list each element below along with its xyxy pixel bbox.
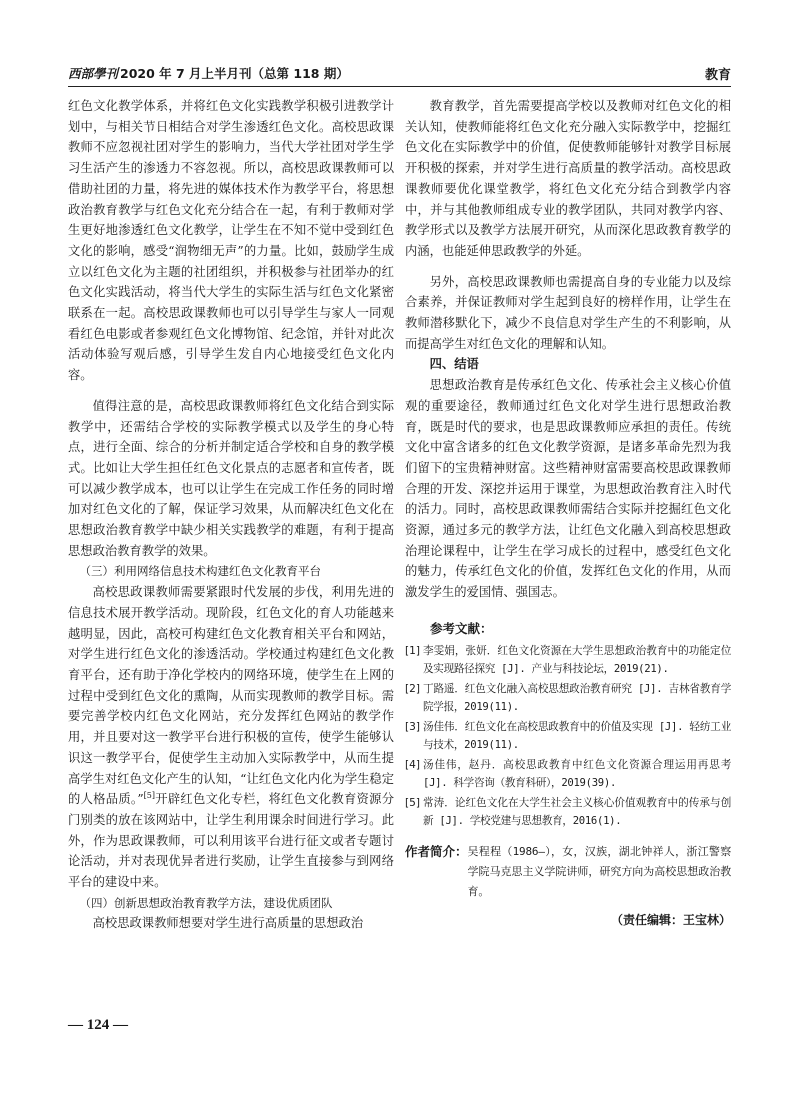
journal-issue-line [68,64,349,82]
reference-number: [1] [405,644,421,657]
paragraph: 教育教学，首先需要提高学校以及教师对红色文化的相关认知，使教师能将红色文化充分融入实际教学中，挖掘红色文化在实际教学中的价值，促使教师能够针对教学目标展开积极的探索，并对学生进行高质量的教学活动。高校思政课教师要优化课堂教学，将红色文化充分结合到教学内容中，并与其他教师组成专业的教学团队，共同对教学内容、教学形式以及教学方法展开研究，从而深化思政教育教学的内涵，也能延伸思政教学的外延。 [405,99,731,258]
issue-info: 2020 年 7 月上半月刊（总第 118 期） [120,66,349,81]
reference-text: 常涛．论红色文化在大学生社会主义核心价值观教育中的传承与创新 [J]. 学校党建与思想教育，2016(1). [423,796,731,827]
reference-item [405,718,731,754]
page-number: — 124 — [68,1017,128,1033]
reference-item [405,794,731,830]
reference-item [405,680,731,716]
subsection-heading: （四）创新思想政治教育教学方法，建设优质团队 [79,895,333,910]
reference-number: [3] [405,720,421,733]
author-bio [405,842,731,902]
responsible-editor: （责任编辑：王宝林） [610,912,731,927]
subsection-heading: （三）利用网络信息技术构建红色文化教育平台 [79,564,321,579]
left-column [68,96,394,1096]
right-column [405,96,731,1056]
reference-text: 汤佳伟．红色文化在高校思政教育中的价值及实现 [J]. 轻纺工业与技术，2019(11). [423,720,731,751]
paragraph-text: 高校思政课教师需要紧跟时代发展的步伐，利用先进的信息技术展开教学活动。现阶段，红色文化的育人功能越来越明显，因此，高校可构建红色文化教育相关平台和网站，对学生进行红色文化的渗透活动。学校通过构建红色文化教育平台，还有助于净化学校内的网络环境，使学生在上网的过程中受到红色文化的熏陶，从而实现教师的教学目标。需要完善学校内红色文化网站，充分发挥红色网站的教学作用，并且要对这一教学平台进行积极的宣传，使学生能够认识这一教学平台，促使学生主动加入实际教学中，从而生提高学生对红色文化产生的认知，“让红色文化内化为学生稳定的人格品质。” [68,585,394,807]
reference-text: 汤佳伟，赵丹．高校思政教育中红色文化资源合理运用再思考 [J]. 科学咨询（教育科研），2019(39). [423,758,731,789]
reference-text: 李雯娟，张妍．红色文化资源在大学生思想政治教育中的功能定位及实现路径探究 [J]. 产业与科技论坛，2019(21). [423,644,731,675]
paragraph: 红色文化教学体系，并将红色文化实践教学积极引进教学计划中，与相关节日相结合对学生渗透红色文化。高校思政课教师不应忽视社团对学生的影响力，当代大学社团对学生学习生活产生的渗透力不容忽视。所以，高校思政课教师可以借助社团的力量，将先进的媒体技术作为教学平台，将思想政治教育教学与红色文化充分结合在一起，有利于教师对学生更好地渗透红色文化教学，让学生在不知不觉中受到红色文化的影响，感受“润物细无声”的力量。比如，鼓励学生成立以红色文化为主题的社团组织，并积极参与社团举办的红色文化实践活动，将当代大学生的实际生活与红色文化紧密联系在一起。高校思政课教师也可以引导学生与家人一同观看红色电影或者参观红色文化博物馆、纪念馆，并针对此次活动体验写观后感，引导学生发自内心地接受红色文化内容。 [68,99,394,383]
paragraph: 值得注意的是，高校思政课教师将红色文化结合到实际教学中，还需结合学校的实际教学模式以及学生的身心特点，进行全面、综合的分析并制定适合学校和自身的教学模式。比如让大学生担任红色文化景点的志愿者和宣传者，既可以减少教学成本，也可以让学生在完成工作任务的同时增加对红色文化的了解，保证学习效果，从而解决红色文化在思想政治教育教学中缺少相关实践教学的难题，有利于提高思想政治教育教学的效果。 [68,398,394,558]
section-heading: 四、结语 [429,357,479,372]
reference-item [405,642,731,678]
citation-marker: [5] [143,791,155,801]
paragraph [68,582,394,893]
reference-number: [4] [405,758,421,771]
paragraph: 思想政治教育是传承红色文化、传承社会主义核心价值观的重要途径，教师通过红色文化对学生进行思想政治教育，既是时代的要求，也是思政课教师应承担的责任。传统文化中富含诸多的红色文化教学资源，是诸多革命先烈为我们留下的宝贵精神财富。这些精神财富需要高校思政课教师合理的开发、深挖并运用于课堂，为思想政治教育注入时代的活力。同时，高校思政课教师需结合实际并挖掘红色文化资源，通过多元的教学方法，让红色文化融入到高校思想政治理论课程中，让学生在学习成长的过程中，感受红色文化的魅力，传承红色文化的价值，发挥红色文化的作用，从而激发学生的爱国情、强国志。 [405,378,731,600]
reference-number: [5] [405,796,421,809]
paragraph: 高校思政课教师想要对学生进行高质量的思想政治 [92,916,364,931]
reference-number: [2] [405,682,421,695]
author-label: 作者简介： [405,843,468,859]
header-rule [68,86,731,87]
paragraph-text: 开辟红色文化专栏，将红色文化教育资源分门别类的放在该网站中，让学生利用课余时间进行学习。此外，作为思政课教师，可以利用该平台进行征文或者专题讨论活动，并对表现优异者进行奖励，让学生直接参与到网络平台的建设中来。 [68,792,394,890]
section-label: 教育 [704,68,731,83]
reference-item [405,756,731,792]
references-list [405,642,731,830]
reference-text: 丁路遥．红色文化融入高校思想政治教育研究 [J]. 吉林省教育学院学报，2019(11). [423,682,731,713]
journal-logo: 西部學刊 [68,66,119,81]
paragraph: 另外，高校思政课教师也需提高自身的专业能力以及综合素养，并保证教师对学生起到良好的榜样作用，让学生在教师潜移默化下，减少不良信息对学生产生的不利影响，从而提高学生对红色文化的理解和认知。 [405,274,731,351]
page-header [68,64,731,84]
author-text: 吴程程（1986—），女，汉族，湖北钟祥人，浙江警察学院马克思主义学院讲师，研究方向为高校思想政治教育。 [467,844,731,898]
references-title: 参考文献： [430,620,493,636]
